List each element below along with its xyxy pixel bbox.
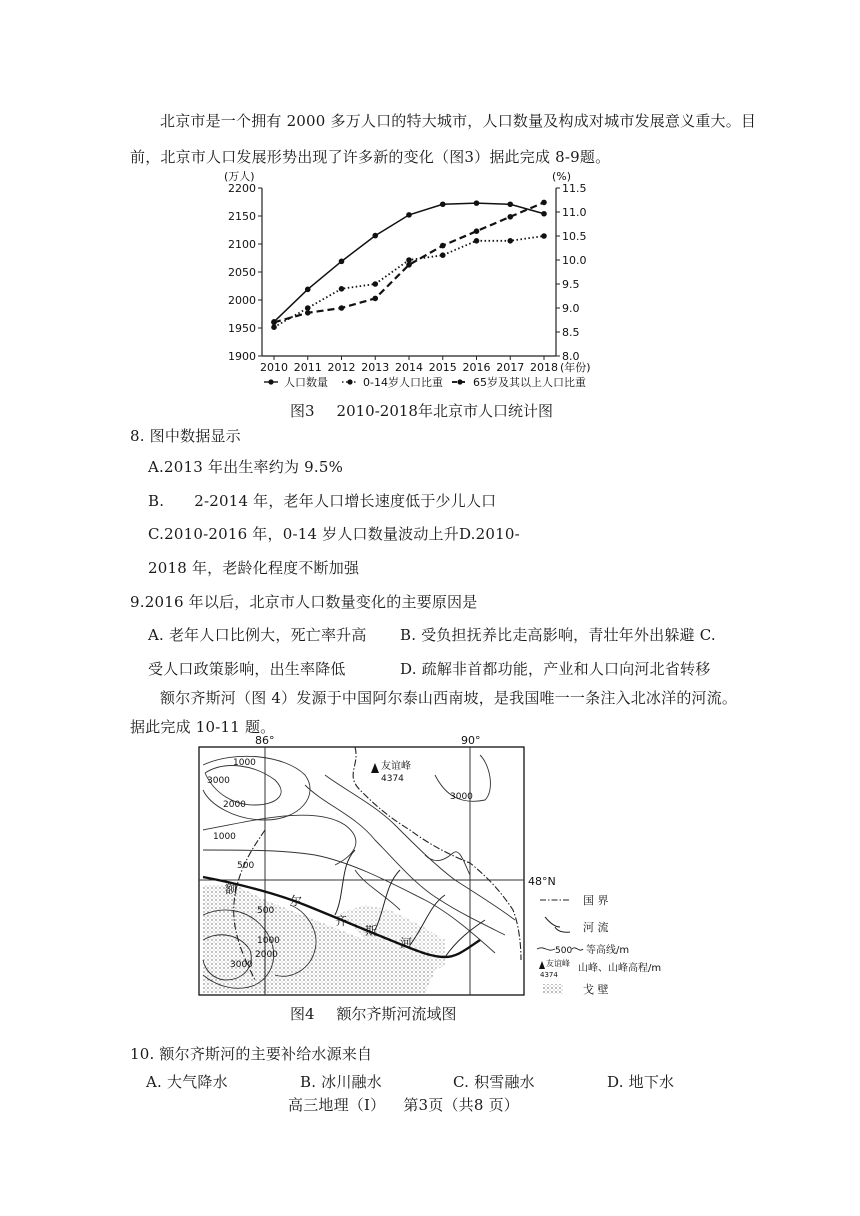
q9-option-a: A. 老年人口比例大，死亡率升高 [148, 626, 367, 644]
y-right-tick-label: 11.0 [562, 206, 587, 219]
legend-label-child: 0-14岁人口比重 [363, 376, 443, 389]
intro-paragraph-line: 据此完成 10-11 题。 [130, 718, 276, 736]
irtysh-basin-map [195, 735, 690, 997]
data-point-1 [541, 233, 547, 239]
x-tick-label: 2011 [293, 361, 322, 374]
contour-label: 500 [237, 861, 255, 871]
contour-label: 1000 [233, 758, 256, 768]
y-left-tick-label: 1950 [228, 322, 256, 335]
q8-option-b-text: 2-2014 年，老年人口增长速度低于少儿人口 [194, 492, 497, 510]
x-tick-label: 2013 [361, 361, 390, 374]
data-point-1 [406, 257, 412, 263]
y-left-unit: (万人) [224, 170, 255, 183]
y-right-unit: (%) [552, 170, 572, 183]
data-point-2 [541, 200, 547, 206]
x-tick-label: 2012 [327, 361, 356, 374]
page-footer [288, 1094, 519, 1115]
intro-paragraph-line: 北京市是一个拥有 2000 多万人口的特大城市，人口数量及构成对城市发展意义重大。目 [160, 112, 757, 130]
x-tick-label: 2015 [428, 361, 457, 374]
data-point-2 [271, 320, 277, 326]
data-point-2 [305, 310, 311, 316]
q10-stem: 10. 额尔齐斯河的主要补给水源来自 [130, 1045, 373, 1063]
data-point-1 [507, 238, 513, 244]
peak-elevation: 4374 [381, 774, 404, 784]
contour-label: 3000 [207, 776, 230, 786]
data-point-2 [372, 296, 378, 302]
x-unit: (年份) [560, 361, 591, 374]
data-point-0 [339, 259, 345, 265]
x-tick-label: 2018 [530, 361, 558, 374]
y-right-tick-label: 8.0 [562, 350, 580, 363]
y-right-tick-label: 10.5 [562, 230, 587, 243]
contour-label: 2000 [255, 950, 278, 960]
q8-stem: 8. 图中数据显示 [130, 427, 241, 445]
q9-option-b: B. 受负担抚养比走高影响，青壮年外出躲避 C. [400, 626, 716, 644]
q9-stem: 9.2016 年以后，北京市人口数量变化的主要原因是 [130, 593, 478, 611]
footer-subject: 高三地理（I） [288, 1096, 386, 1114]
legend-label-elderly: 65岁及其以上人口比重 [473, 376, 586, 389]
data-point-0 [474, 200, 480, 206]
q8-option-c: C.2010-2016 年，0-14 岁人口数量波动上升D.2010- [148, 525, 520, 543]
q9-option-d: D. 疏解非首都功能，产业和人口向河北省转移 [400, 660, 711, 678]
river-name-char: 斯 [365, 924, 378, 938]
data-point-2 [339, 305, 345, 311]
legend-river-label: 河 流 [583, 921, 609, 934]
y-right-tick-label: 9.0 [562, 302, 580, 315]
river-name-char: 额 [225, 882, 238, 896]
legend-label-population: 人口数量 [284, 376, 328, 389]
lon-label-86: 86° [255, 735, 275, 747]
data-point-0 [541, 211, 547, 217]
peak-name: 友谊峰 [381, 761, 411, 772]
data-point-1 [271, 324, 277, 330]
data-point-1 [474, 238, 480, 244]
contour-label: 2000 [223, 800, 246, 810]
data-point-2 [406, 262, 412, 268]
legend-border-label: 国 界 [583, 894, 609, 907]
data-point-1 [372, 281, 378, 287]
x-tick-label: 2017 [496, 361, 525, 374]
lat-label-48: 48°N [528, 875, 556, 888]
q10-option-d: D. 地下水 [607, 1073, 675, 1091]
data-point-2 [507, 214, 513, 220]
data-point-0 [406, 212, 412, 218]
y-left-tick-label: 2050 [228, 266, 256, 279]
footer-page-number: 第3页（共8 页） [403, 1096, 519, 1114]
q10-option-b: B. 冰川融水 [300, 1073, 382, 1091]
lon-label-90: 90° [461, 735, 481, 747]
contour-label: 3000 [450, 792, 473, 802]
data-point-0 [440, 201, 446, 207]
series-line-1 [274, 236, 544, 327]
q8-option-b [148, 490, 496, 511]
y-left-tick-label: 2200 [228, 182, 256, 195]
data-point-1 [339, 286, 345, 292]
q10-option-a: A. 大气降水 [146, 1073, 228, 1091]
legend-peak-label: 山峰、山峰高程/m [578, 963, 662, 974]
data-point-0 [305, 287, 311, 293]
x-tick-label: 2016 [462, 361, 491, 374]
contour-label: 1000 [257, 936, 280, 946]
y-right-tick-label: 8.5 [562, 326, 580, 339]
figure-3-caption [290, 400, 553, 421]
map-legend [537, 894, 661, 996]
y-left-tick-label: 2150 [228, 210, 256, 223]
legend-gobi-label: 戈 壁 [583, 983, 609, 996]
contour-label: 500 [257, 906, 275, 916]
data-point-1 [305, 305, 311, 311]
y-left-tick-label: 2000 [228, 294, 256, 307]
data-point-1 [440, 252, 446, 258]
y-left-tick-label: 1900 [228, 350, 256, 363]
peak-icon [371, 763, 379, 773]
y-left-tick-label: 2100 [228, 238, 256, 251]
contour-label: 1000 [213, 832, 236, 842]
figure-3-label: 图3 [290, 402, 315, 420]
river-name-char: 齐 [335, 914, 348, 928]
intro-paragraph-line: 前，北京市人口发展形势出现了许多新的变化（图3）据此完成 8-9题。 [130, 148, 611, 166]
legend-peak-sample: 友谊峰 [546, 959, 570, 968]
y-right-tick-label: 11.5 [562, 182, 587, 195]
y-right-tick-label: 10.0 [562, 254, 587, 267]
data-point-0 [507, 201, 513, 207]
figure-4-label: 图4 [290, 1005, 315, 1023]
intro-paragraph-line: 额尔齐斯河（图 4）发源于中国阿尔泰山西南坡，是我国唯一一条注入北冰洋的河流。 [160, 689, 738, 707]
river-name-char: 尔 [290, 894, 303, 908]
q8-option-d-continued: 2018 年，老龄化程度不断加强 [148, 559, 360, 577]
q10-option-c: C. 积雪融水 [453, 1073, 535, 1091]
y-right-tick-label: 9.5 [562, 278, 580, 291]
q8-option-b-letter: B. [148, 492, 165, 510]
q9-option-c: 受人口政策影响，出生率降低 [148, 660, 346, 678]
legend-peak-sample-elev: 4374 [540, 971, 558, 979]
legend-contour-sample: 500 [555, 946, 573, 956]
population-chart [220, 168, 620, 394]
q8-option-a: A.2013 年出生率约为 9.5% [148, 458, 344, 476]
data-point-2 [474, 228, 480, 234]
x-tick-label: 2014 [395, 361, 423, 374]
x-tick-label: 2010 [260, 361, 288, 374]
chart-legend [264, 375, 586, 389]
river-name-char: 河 [400, 936, 413, 950]
data-point-2 [440, 243, 446, 249]
legend-contour-label: 等高线/m [586, 945, 630, 956]
figure-4-caption [290, 1003, 457, 1024]
figure-3-title: 2010-2018年北京市人口统计图 [336, 402, 553, 420]
figure-4-title: 额尔齐斯河流域图 [336, 1005, 457, 1023]
legend-peak-icon [539, 961, 545, 969]
data-point-0 [372, 233, 378, 239]
contour-label: 3000 [230, 960, 253, 970]
